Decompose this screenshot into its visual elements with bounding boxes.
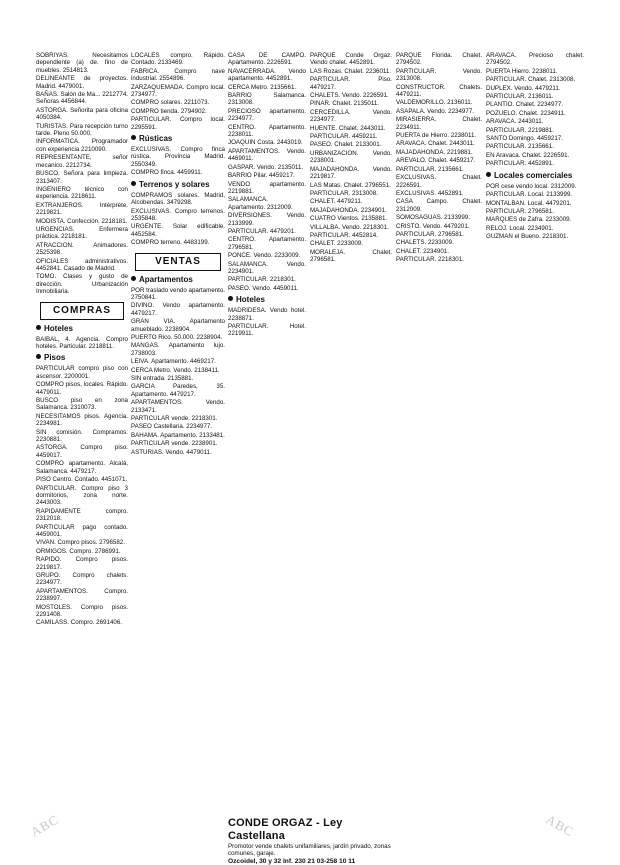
classified-ad: PARTICULAR. 4479201. [228,227,296,235]
classified-ad: DELINEANTE de proyectos. Madrid. 4479001. [36,75,128,90]
classified-ad: MAJADAHONDA. Vendo. 2219817. [310,165,392,181]
section-locales [486,171,584,181]
classified-ad: PARTICULAR compro piso con ascensor. 2200001. [36,365,128,380]
classified-ad: REPRESENTANTE, señor mecanico. 2212734. [36,154,128,169]
classified-ad: BAÑAS. Salón de Ma... 2212774. Señoras 4456844. [36,91,128,106]
classified-ad: COMPRO apartamento. Alcalá, Salamanca. 4479217. [36,460,128,475]
column-3 [228,52,306,814]
col2-items [131,52,225,131]
bullet-icon [131,135,136,140]
classified-ad: CERCEDILLA. Vendo. 2234977. [310,108,392,124]
classified-ad: POR traslado vendo apartamento. 2750841. [131,286,225,301]
classified-ad: ARAVACA. Chalet. 2443011. [396,140,475,148]
col1-items [36,52,128,296]
classified-ad: PARTICULAR. 2218301. [228,276,296,284]
col2-terrenos [131,192,225,247]
classified-ad: SOMOSAGUAS. 2133999. [396,214,470,222]
ad-footer: Ozcoidel, 30 y 32 Inf. 230 21 03-258 10 11 [228,857,356,865]
classified-ad: PARTICULAR. 2135661. [486,143,554,151]
classified-ad: HUENTE. Chalet. 2443011. [310,124,386,132]
col1-hoteles [36,336,128,351]
classified-ad: PARTICULAR vende. 2218301. [131,415,218,423]
section-label: Rústicas [139,134,173,144]
classified-ad: EXCLUSIVAS. Compro finca rústica. Provincia Madrid. 2550349. [131,146,225,168]
classified-ad: SOBRIYAS. Necesitamos dependiente (a) de. fino de muebles. 2514813. [36,52,128,74]
classified-ad: EN Aravaca. Chalet. 2226591. [486,151,570,159]
col6-locales [486,183,584,241]
classified-ad: CHALET. 4479211. [310,198,363,206]
classified-ad: VIVAN. Compro pisos. 2796582. [36,539,125,547]
classified-ad: BAHAMA. Apartamento. 2133481. [131,431,225,439]
classified-ad: PARTICULAR. 4459211. [310,133,378,141]
classified-ad: MONTALBAN. Local. 4479201. [486,199,572,207]
classified-ad: EXTRANJEROS. Intérprete. 2219821. [36,201,128,217]
classified-ad: PARTICULAR. Compro piso 3 dormitorios, zona norte. 2443003. [36,484,128,507]
bullet-icon [131,181,136,186]
classified-ad: GASPAR. Vendo. 2135011. [228,163,304,171]
classified-ad: PARTICULAR. 4452814. [310,231,378,239]
classified-ad: COMPRO pisos, locales. Rápido. 4479011. [36,381,128,396]
classified-ad: ASTURIAS. Vendo. 4479011. [131,448,212,456]
classified-ad: ASTORGA. Compro piso. 4459017. [36,444,128,459]
classified-ad: CERCA Metro. Vendo. 2138411. [131,366,220,374]
classified-ad: GRAN VIA. Apartamento amueblado. 2238904. [131,318,225,333]
classified-ad: BARRIO Salamanca. 2313008. [228,92,306,107]
col3-items [228,52,306,292]
section-rusticas [131,134,225,144]
classified-ad: EXCLUSIVAS. 4452891. [396,189,464,197]
classified-ad: CHALETS. 2233009. [396,239,454,247]
classified-ad: PARTICULAR. 2136011. [486,93,554,101]
classified-ad: PARTICULAR. 4452891. [486,160,554,168]
classified-ad: RAPIDAMENTE compro. 2312018. [36,507,128,523]
classified-ad: SIN comisión. Compramos. 2230881. [36,428,128,444]
classified-ad: APARTAMENTOS. Vendo. 2133471. [131,399,225,414]
classified-ad: MAJADAHONDA. 2219881. [396,148,473,156]
classified-ad: PARTICULAR. Hotel. 2219911. [228,323,306,338]
col2-apartamentos [131,287,225,457]
classified-ad: MOSTOLES. Compro pisos. 2291408. [36,603,128,618]
classified-ad: JOAQUIN Costa. 2443019. [228,139,303,147]
classified-ad: PARTICULAR. Compro local. 2295591. [131,116,225,131]
classified-ad: ARAVACA. 2443011. [486,118,544,126]
classified-ad: MIRASIERRA. Chalet. 2234911. [396,116,482,131]
classified-ad: PARTICULAR. 2219881. [486,126,554,134]
col6-items [486,52,584,168]
col3-hoteles [228,307,306,338]
classified-ad: PARTICULAR. 2796581. [486,207,554,215]
classified-ad: URBANIZACION. Vendo. 2238001. [310,149,392,165]
classified-ad: CHALET. 2234901. [396,247,449,255]
classified-ad: MADRIDESA. Vendo hotel. 2238871. [228,307,306,322]
classified-ad: FABRICA. Compro nave industrial. 2554896. [131,67,225,83]
classified-ad: ARAVACA. Precioso chalet. 2794502. [486,52,584,67]
classified-ad: CENTRO. Apartamento. 2796581. [228,236,306,251]
classified-ad: PARTICULAR. Vendo. 2313008. [396,67,482,83]
classified-ad: NECESITAMOS pisos. Agencia. 2234981. [36,412,128,428]
display-ad [228,817,398,863]
classified-ad: CAMILASS. Compro. 2691406. [36,619,122,627]
classified-ad: URGENCIAS. Enfermera práctica. 2218181. [36,225,128,241]
section-label: Locales comerciales [494,170,573,180]
classified-ad: LAS Rozas. Chalet. 2236011. [310,67,392,75]
bullet-icon [131,276,136,281]
classified-ad: PLANTIO. Chalet. 2234977. [486,101,564,109]
bullet-icon [36,325,41,330]
classified-ad: DIVINO. Vendo apartamento. 4479217. [131,302,225,317]
classified-ad: CASA Campo. Chalet. 2312009. [396,198,482,213]
classified-ad: CERCA Metro. 2135661. [228,83,297,91]
bullet-icon [228,296,233,301]
classified-ad: CASA DE CAMPO. Apartamento. 2226591. [228,52,306,67]
classified-ad: PARTICULAR. Chalet. 2313008. [486,76,576,84]
classified-ad: PARQUE Conde Orgaz. Vendo chalet. 4452891. [310,52,392,67]
column-5 [396,52,482,832]
classified-ad: BARRIO Pilar. 4459217. [228,172,295,180]
classified-ad: PUERTA de Hierro. 2238011. [396,132,477,140]
section-hoteles-compras [36,324,128,334]
ad-text: Promotor vende chalets unifamiliares, jardín privado, zonas comunes, garaje. [228,843,391,858]
classified-ad: SALAMANCA. Vendo. 2234901. [228,260,306,275]
classified-ad: OFICIALES administrativos. 4452841. Casado de Madrid. [36,257,128,272]
classified-ad: PARTICULAR. Local. 2133999. [486,191,573,199]
section-label: Pisos [44,353,66,363]
col1-pisos [36,365,128,626]
classified-ad: VALDEMORILLO. 2136011. [396,99,473,107]
classified-ad: MODISTA. Confección. 2218181. [36,217,128,225]
classified-ad: MAJADAHONDA. 2234901. [310,206,387,214]
column-4 [310,52,392,814]
classified-ad: PARTICULAR. 2218301. [396,256,464,264]
classified-ad: COMPRO solares. 2211073. [131,99,210,107]
classified-ad: TURISTAS. Para recepción turno tarde. Pleno 50.000. [36,122,128,138]
col5-items [396,52,482,264]
classified-ad: ORMIGOS. Compro. 2786991. [36,547,121,555]
classified-ad: GUZMAN el Bueno. 2218301. [486,233,569,241]
classified-ad: PARTICULAR. 2796581. [396,230,464,238]
section-hoteles-ventas [228,295,306,305]
classified-ad: PARTICULAR pago contado. 4459001. [36,523,128,538]
classified-ad: POZUELO. Chalet. 2234911. [486,109,566,117]
classified-ad: RELOJ. Local. 2234901. [486,224,554,232]
classified-ad: CONSTRUCTOR. Chalets. 4479211. [396,83,482,99]
classified-ad: COMPRO finca. 4459911. [131,169,203,177]
classified-ad: RAPIDO. Compro pisos. 2219817. [36,556,128,571]
classified-ad: ATRACCION. Animadores. 2525398. [36,241,128,257]
classified-ad: PRECIOSO apartamento. 2234977. [228,107,306,123]
column-6 [486,52,584,832]
classified-ad: ASTORGA. Señorita para oficina 4050384. [36,106,128,122]
classified-ad: PUERTO Rico. 50.000. 2238904. [131,333,223,341]
classified-ad: PINAR. Chalet. 2135011. [310,100,380,108]
bullet-icon [486,172,491,177]
classified-ad: PARTICULAR vende. 2238901. [131,440,218,448]
classified-ad: NAVACERRADA. Vendo apartamento. 4452891. [228,67,306,83]
classified-ad: VILLALBA. Vendo. 2218301. [310,223,389,231]
classified-ad: LAS Matas. Chalet. 2796551. [310,181,391,189]
classified-ad: SANTO Domingo. 4459217. [486,135,563,143]
classified-ad: BUSCO piso en zona Salamanca. 2310073. [36,397,128,412]
classified-ad: PASEO. Vendo. 4459011. [228,284,299,292]
section-label: Hoteles [236,295,265,305]
abc-logo-watermark: ABC [27,811,62,840]
classified-ad: CUATRO Vientos. 2135881. [310,215,388,223]
classified-ad: MARQUES de Zafra. 2233009. [486,216,572,224]
section-label: Apartamentos [139,274,193,284]
classified-ad: PUERTA Hierro. 2238011. [486,67,558,75]
classified-ad: ZARZAQUEMADA. Compro local. 2734977. [131,83,225,99]
classified-ad: URGENTE. Solar edificable. 4452584. [131,223,225,238]
section-pisos [36,353,128,363]
col2-rusticas [131,146,225,177]
column-1 [36,52,128,832]
section-label: Hoteles [44,323,73,333]
classified-ad: GARCIA Paredes, 35. Apartamento. 4479217. [131,383,225,398]
classified-ad: APARTAMENTOS. Vendo. 4469011. [228,147,306,163]
classified-ad: APARTAMENTOS. Compro. 2238997. [36,587,128,603]
section-apartamentos [131,275,225,285]
classified-ad: PASEO Castellana. 2234977. [131,423,213,431]
section-label: Terrenos y solares [139,179,210,189]
classified-ad: DIVERSIONES. Vendo. 2133999. [228,212,306,227]
classified-ad: CHALETS. Vendo. 2226591. [310,92,389,100]
classified-ad: SALAMANCA. Apartamento. 2312009. [228,196,293,211]
classified-ad: EXCLUSIVAS. Compro terrenos. 2535848. [131,207,225,222]
classified-ad: SIN entrada. 2135881. [131,375,194,382]
classified-ad: PARQUE Florida. Chalet. 2794502. [396,52,482,67]
classified-ad: CENTRO. Apartamento. 2238011. [228,123,306,139]
classified-ad: BUSCO. Señora para limpieza. 2313407. [36,170,128,185]
classified-ad: AREVALO. Chalet. 4459217. [396,157,476,165]
classified-ad: MANGAS. Apartamento lujo. 2738003. [131,342,225,357]
classified-ad: EXCLUSIVAS. Chalet. 2226591. [396,174,482,189]
classified-ad: GRUPO. Compro chalets. 2234977. [36,571,128,587]
classified-ad: COMPRO tienda. 2794902. [131,107,207,115]
bullet-icon [36,354,41,359]
abc-logo-watermark: ABC [543,811,577,840]
classified-ad: PARTICULAR. 2313008. [310,189,378,197]
classified-ad: PISO Centro. Contado. 4451071. [36,476,128,484]
classified-ad: POR cese vendo local. 2312009. [486,182,577,190]
classified-ad: COMPRAMOS solares. Madrid, Alcobendas. 3479298. [131,191,225,207]
classified-ad: DUPLEX. Vendo. 4479211. [486,84,561,92]
classified-ad: COMPRO terreno. 4483199. [131,239,210,247]
classified-ad: PASEO. Chalet. 2133001. [310,141,382,149]
classified-ad: INGENIERO técnico con experiencia. 2218611. [36,185,128,201]
classified-ad: CRISTO. Vendo. 4479201. [396,222,470,230]
column-2 [131,52,225,832]
classified-ad: ASAPALA. Vendo. 2234977. [396,107,474,115]
classified-ad: INFORMATICA. Programador con experiencia 2210090. [36,138,128,153]
classified-ad: PONCE. Vendo. 2233009. [228,252,301,260]
classified-ad: BAIBAL, 4. Agencia. Compro hoteles. Particular. 2218811. [36,335,128,350]
classified-ad: LOCALES compro. Rápido. Contado. 2133469. [131,52,225,67]
classified-ad: LEIVA. Apartamento. 4469217. [131,358,216,366]
ventas-header: VENTAS [135,253,221,271]
classified-ad: PARTICULAR. 2135661. [396,165,464,173]
classified-ad: VENDO apartamento. 2219881. [228,180,306,195]
compras-header: COMPRAS [40,302,124,320]
classified-ad: PARTICULAR. Piso. 4479217. [310,76,392,91]
classified-ad: TOMO. Clases y gusto de dirección. Urbanización Inmobiliaria. [36,273,128,296]
ad-headline: CONDE ORGAZ - Ley Castellana [228,817,343,842]
col4-items [310,52,392,264]
classified-ad: CHALET. 2233009. [310,240,363,248]
classified-ad: MORALEJA. Chalet. 2796581. [310,248,392,264]
section-terrenos [131,180,225,190]
